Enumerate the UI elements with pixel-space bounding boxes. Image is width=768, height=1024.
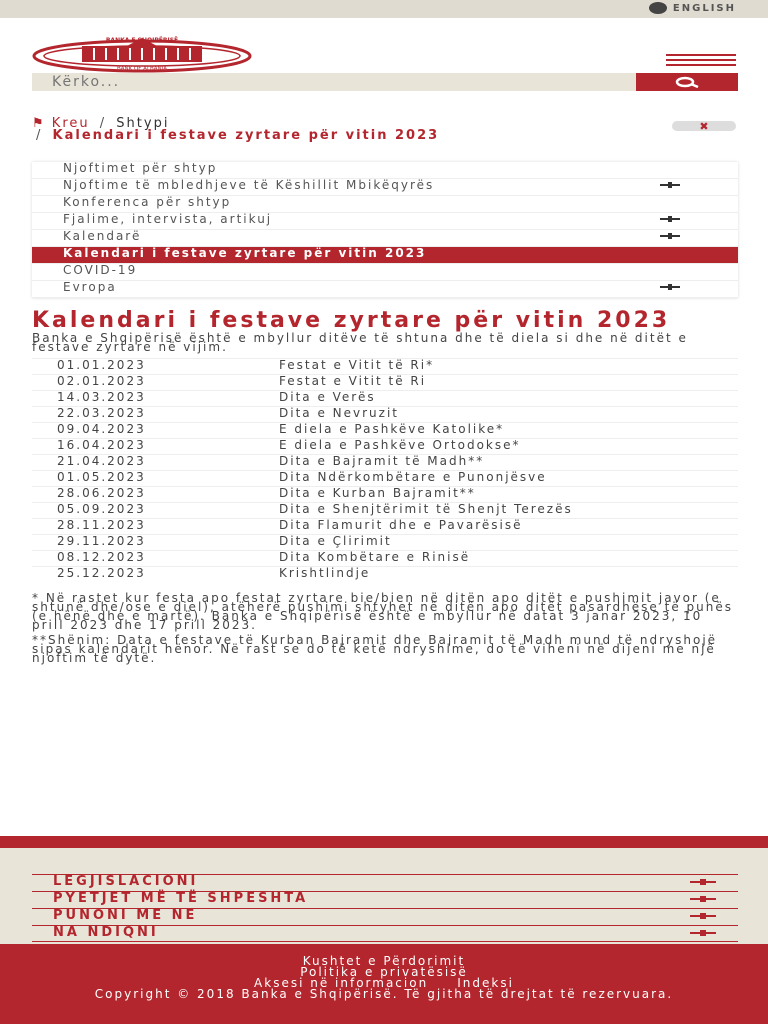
- holiday-date: 09.04.2023: [32, 423, 279, 439]
- table-row: [32, 423, 738, 439]
- breadcrumb-shtypi[interactable]: Shtypi: [116, 116, 170, 131]
- holiday-date: 21.04.2023: [32, 455, 279, 471]
- holiday-name: Dita e Çlirimit: [279, 535, 738, 551]
- holiday-name: Festat e Vitit të Ri: [279, 375, 738, 391]
- top-bar: [0, 0, 768, 18]
- table-row: [32, 407, 738, 423]
- language-switch[interactable]: [649, 2, 736, 14]
- holiday-name: Festat e Vitit të Ri*: [279, 359, 738, 375]
- breadcrumb-home[interactable]: ⚑ Kreu: [32, 116, 90, 131]
- footnote-weekend: * Në rastet kur festa apo festat zyrtare bie/bien në ditën apo ditët e pushimit javor (e shtunë dhe/ose e diel), atëherë pushimi shtyhet në ditën apo ditët pasardhëse të punës (e hënë dhe e martë). Banka e Shqipërisë është e mbyllur në datat 3 janar 2023, 10 prill 2023 dhe 17 prill 2023.: [32, 591, 733, 632]
- holiday-name: Krishtlindje: [279, 567, 738, 583]
- holidays-table: [32, 358, 738, 582]
- holiday-date: 25.12.2023: [32, 567, 279, 583]
- table-row: [32, 391, 738, 407]
- table-row: [32, 567, 738, 583]
- table-row: [32, 503, 738, 519]
- plus-icon: [690, 932, 716, 934]
- holiday-date: 14.03.2023: [32, 391, 279, 407]
- holiday-name: E diela e Pashkëve Katolike*: [279, 423, 738, 439]
- home-icon: ⚑: [32, 116, 46, 131]
- breadcrumb-separator: /: [99, 116, 107, 131]
- index-link[interactable]: Indeksi: [457, 976, 514, 990]
- holiday-date: 16.04.2023: [32, 439, 279, 455]
- plus-icon[interactable]: [660, 217, 680, 221]
- holiday-date: 28.11.2023: [32, 519, 279, 535]
- bank-logo[interactable]: [32, 26, 252, 74]
- search-input[interactable]: [32, 73, 636, 91]
- holiday-date: 22.03.2023: [32, 407, 279, 423]
- footer-link-na-ndiqni[interactable]: NA NDIQNI: [32, 925, 738, 942]
- submenu-item-fjalime[interactable]: Fjalime, intervista, artikuj: [32, 213, 738, 230]
- submenu-item-kalendare[interactable]: Kalendarë: [32, 230, 738, 247]
- intro-text: Banka e Shqipërisë është e mbyllur ditëve të shtuna dhe të diela si dhe në ditët e festave zyrtare në vijim.: [32, 331, 688, 354]
- breadcrumb: [32, 118, 632, 142]
- table-row: [32, 359, 738, 375]
- breadcrumb-current: Kalendari i festave zyrtare për vitin 2023: [52, 128, 440, 143]
- footer-links: [0, 836, 768, 944]
- hamburger-icon[interactable]: [666, 54, 736, 66]
- submenu-item-njoftime-keshilli[interactable]: Njoftime të mbledhjeve të Këshillit Mbikëqyrës: [32, 179, 738, 196]
- copyright-text: Copyright © 2018 Banka e Shqipërisë. Të gjitha të drejtat të rezervuara.: [94, 987, 674, 1001]
- close-icon[interactable]: ✖: [672, 121, 736, 131]
- table-row: [32, 535, 738, 551]
- submenu-item-evropa[interactable]: Evropa: [32, 281, 738, 298]
- holiday-date: 28.06.2023: [32, 487, 279, 503]
- table-row: [32, 487, 738, 503]
- table-row: [32, 375, 738, 391]
- submenu-item-covid[interactable]: COVID-19: [32, 264, 738, 281]
- section-submenu: [32, 162, 738, 298]
- plus-icon: [690, 881, 716, 883]
- table-row: [32, 551, 738, 567]
- submenu-item-njoftimet[interactable]: Njoftimet për shtyp: [32, 162, 738, 179]
- holiday-name: Dita e Kurban Bajramit**: [279, 487, 738, 503]
- search-bar: [32, 73, 738, 91]
- holiday-date: 29.11.2023: [32, 535, 279, 551]
- footnote-lunar: **Shënim: Data e festave të Kurban Bajramit dhe Bajramit të Madh mund të ndryshojë sipas kalendarit hënor. Në rast se do të ketë ndryshime, do të viheni në dijeni me një njoftim të dytë.: [32, 633, 718, 665]
- holiday-date: 01.01.2023: [32, 359, 279, 375]
- holiday-name: E diela e Pashkëve Ortodokse*: [279, 439, 738, 455]
- table-row: [32, 519, 738, 535]
- plus-icon[interactable]: [660, 234, 680, 238]
- page-title: Kalendari i festave zyrtare për vitin 2023: [32, 308, 671, 333]
- site-header: [0, 18, 768, 74]
- holiday-date: 02.01.2023: [32, 375, 279, 391]
- privacy-link[interactable]: Politika e privatësisë: [300, 965, 468, 979]
- holiday-name: Dita e Bajramit të Madh**: [279, 455, 738, 471]
- holiday-date: 08.12.2023: [32, 551, 279, 567]
- holiday-name: Dita e Nevruzit: [279, 407, 738, 423]
- holiday-date: 05.09.2023: [32, 503, 279, 519]
- breadcrumb-separator: /: [36, 128, 43, 143]
- language-label: ENGLISH: [672, 2, 736, 14]
- search-button[interactable]: [636, 73, 738, 91]
- holiday-date: 01.05.2023: [32, 471, 279, 487]
- plus-icon[interactable]: [660, 285, 680, 289]
- terms-link[interactable]: Kushtet e Përdorimit: [302, 954, 466, 968]
- footer-link-pyetjet[interactable]: PYETJET MË TË SHPESHTA: [32, 891, 738, 908]
- plus-icon[interactable]: [660, 183, 680, 187]
- logo-name: BANKA E SHQIPËRISË: [105, 37, 179, 44]
- access-info-link[interactable]: Aksesi në informacion: [254, 976, 429, 990]
- submenu-item-konferenca[interactable]: Konferenca për shtyp: [32, 196, 738, 213]
- submenu-item-kalendari-festave[interactable]: Kalendari i festave zyrtare për vitin 2023: [32, 247, 738, 264]
- globe-icon: [649, 2, 667, 14]
- plus-icon: [690, 915, 716, 917]
- footer-link-punoni[interactable]: PUNONI ME NE: [32, 908, 738, 925]
- holiday-name: Dita Flamurit dhe e Pavarësisë: [279, 519, 738, 535]
- holiday-name: Dita Ndërkombëtare e Punonjësve: [279, 471, 738, 487]
- table-row: [32, 455, 738, 471]
- holiday-name: Dita e Verës: [279, 391, 738, 407]
- logo-subtitle: BANK OF ALBANIA: [116, 66, 168, 72]
- plus-icon: [690, 898, 716, 900]
- main-content: [32, 308, 738, 665]
- table-row: [32, 471, 738, 487]
- footer-link-legjislacioni[interactable]: LEGJISLACIONI: [32, 874, 738, 891]
- search-icon: [674, 76, 700, 88]
- table-row: [32, 439, 738, 455]
- holiday-name: Dita Kombëtare e Rinisë: [279, 551, 738, 567]
- holiday-name: Dita e Shenjtërimit të Shenjt Terezës: [279, 503, 738, 519]
- site-footer: [0, 944, 768, 1024]
